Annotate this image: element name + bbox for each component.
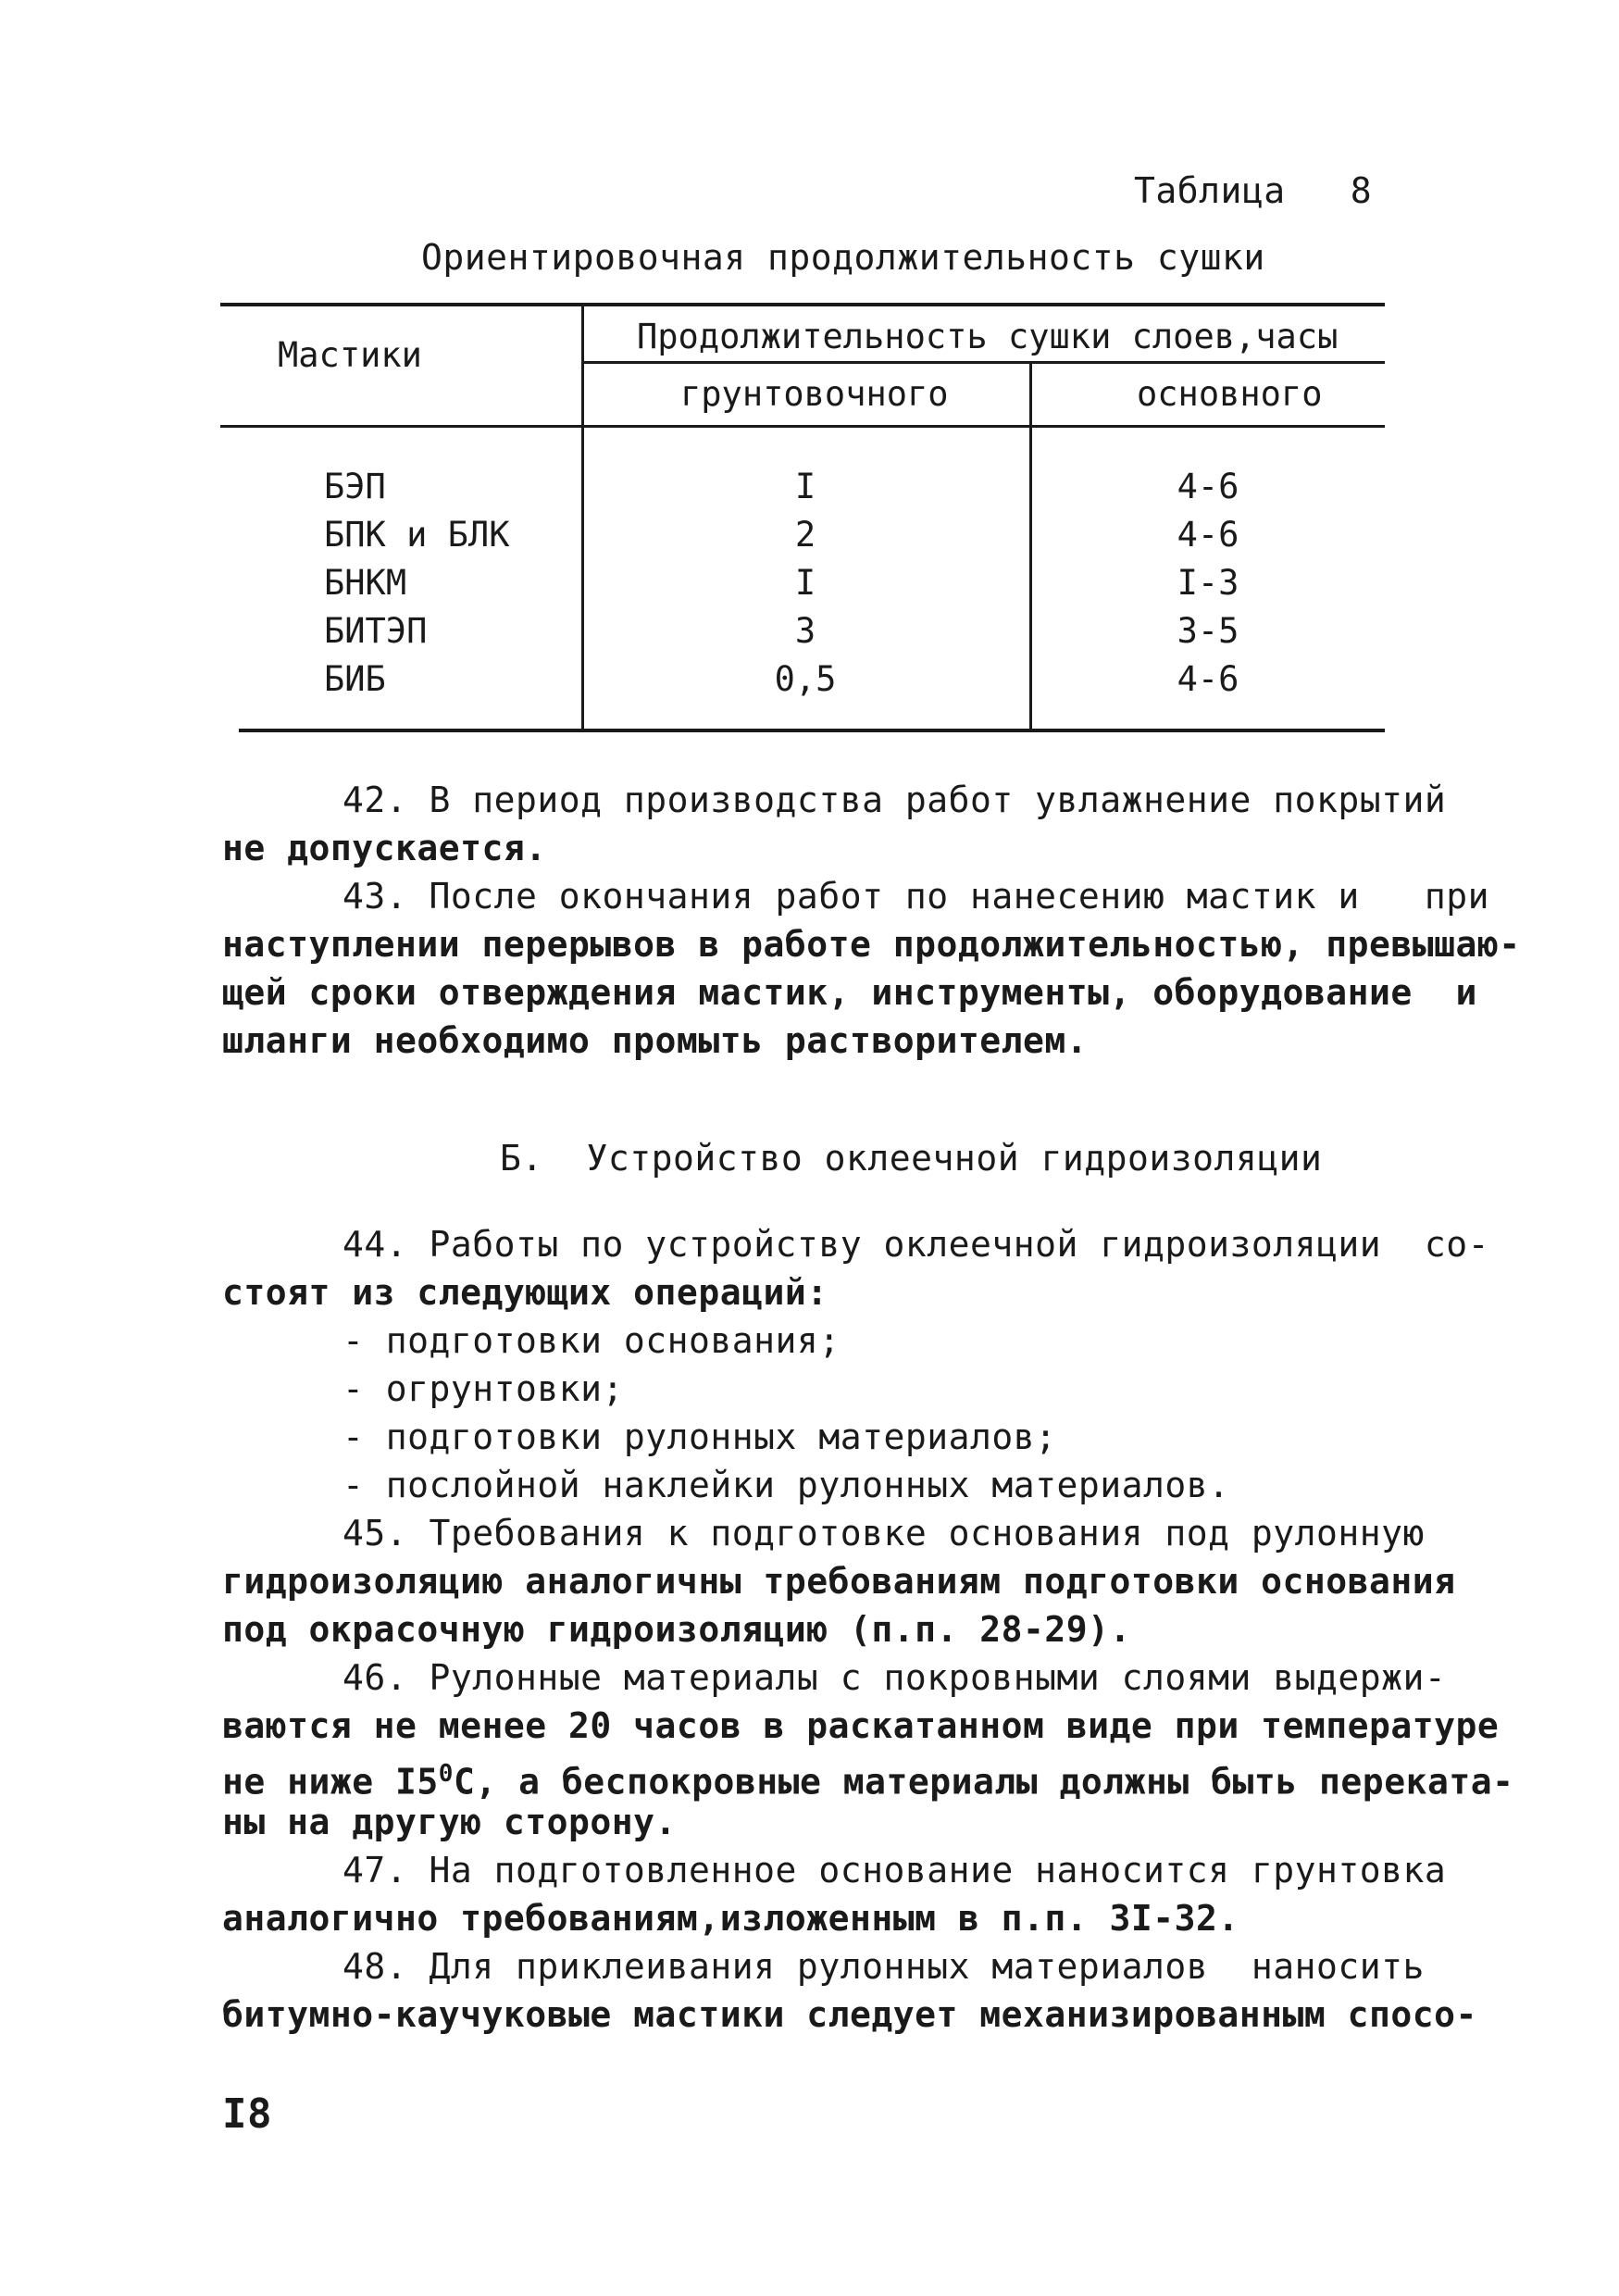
table-group-rule: [581, 361, 1385, 364]
table-header-main: основного: [1137, 374, 1323, 414]
table-row-1-main: 4-6: [1177, 467, 1239, 506]
table-row-4-main: 3-5: [1177, 611, 1239, 651]
paragraph-45-line-1: 45. Требования к подготовке основания под рулонную: [342, 1513, 1425, 1554]
paragraph-45-line-2: гидроизоляцию аналогичны требованиям подготовки основания: [222, 1561, 1456, 1602]
table-row-5-name: БИБ: [324, 659, 386, 699]
list-item-1: - подготовки основания;: [342, 1320, 841, 1361]
paragraph-46-line-3-start: не ниже I5: [222, 1761, 439, 1803]
table-row-5-main: 4-6: [1177, 659, 1239, 699]
table-row-1-name: БЭП: [324, 467, 386, 506]
list-item-4: - послойной наклейки рулонных материалов.: [342, 1465, 1230, 1505]
degree-superscript: 0: [438, 1760, 454, 1788]
table-row-2-main: 4-6: [1177, 515, 1239, 555]
paragraph-43-line-4: шланги необходимо промыть растворителем.: [222, 1020, 1089, 1061]
table-row-4-name: БИТЭП: [324, 611, 428, 651]
page-number: I8: [222, 2090, 272, 2138]
paragraph-45-line-3: под окрасочную гидроизоляцию (п.п. 28-29).: [222, 1609, 1131, 1650]
paragraph-46-line-1: 46. Рулонные материалы с покровными слоями выдержи-: [342, 1657, 1447, 1698]
table-row-2-name: БПК и БЛК: [324, 515, 510, 555]
list-item-3: - подготовки рулонных материалов;: [342, 1416, 1057, 1457]
paragraph-42-line-2: не допускается.: [222, 828, 547, 868]
table-header-rule: [220, 425, 1385, 428]
paragraph-42-line-1: 42. В период производства работ увлажнение покрытий: [342, 780, 1447, 820]
paragraph-46-line-4: ны на другую сторону.: [222, 1802, 677, 1842]
table-header-primer: грунтовочного: [680, 374, 949, 414]
table-title: Ориентировочная продолжительность сушки: [421, 237, 1265, 278]
paragraph-43-line-2: наступлении перерывов в работе продолжительностью, превышаю-: [222, 924, 1521, 965]
table-bottom-rule: [239, 729, 1385, 732]
table-row-1-primer: I: [794, 467, 816, 506]
list-item-2: - огрунтовки;: [342, 1368, 624, 1409]
table-header-group: Продолжительность сушки слоев,часы: [637, 317, 1339, 356]
paragraph-47-line-2: аналогично требованиям,изложенным в п.п. 3I-32.: [222, 1898, 1239, 1939]
table-label: Таблица 8: [1134, 170, 1373, 211]
table-row-5-primer: 0,5: [774, 659, 837, 699]
table-row-3-main: I-3: [1177, 563, 1239, 603]
paragraph-48-line-2: битумно-каучуковые мастики следует механизированным спосо-: [222, 1994, 1477, 2035]
paragraph-44-line-2: стоят из следующих операций:: [222, 1272, 828, 1313]
table-row-4-primer: 3: [794, 611, 816, 651]
table-row-2-primer: 2: [794, 515, 816, 555]
paragraph-43-line-1: 43. После окончания работ по нанесению мастик и при: [342, 876, 1490, 917]
paragraph-46-line-3-end: С, а беспокровные материалы должны быть переката-: [453, 1761, 1514, 1803]
table-row-3-primer: I: [794, 563, 816, 603]
paragraph-47-line-1: 47. На подготовленное основание наносится грунтовка: [342, 1850, 1447, 1890]
table-header-mastics: Мастики: [278, 335, 422, 375]
paragraph-48-line-1: 48. Для приклеивания рулонных материалов наносить: [342, 1946, 1425, 1987]
paragraph-46-line-2: ваются не менее 20 часов в раскатанном виде при температуре: [222, 1705, 1500, 1746]
paragraph-44-line-1: 44. Работы по устройству оклеечной гидроизоляции со-: [342, 1224, 1490, 1265]
paragraph-43-line-3: щей сроки отверждения мастик, инструменты, оборудование и: [222, 972, 1477, 1013]
table-row-3-name: БНКМ: [324, 563, 407, 603]
table-top-rule: [220, 303, 1385, 306]
section-heading: Б. Устройство оклеечной гидроизоляции: [500, 1138, 1323, 1179]
